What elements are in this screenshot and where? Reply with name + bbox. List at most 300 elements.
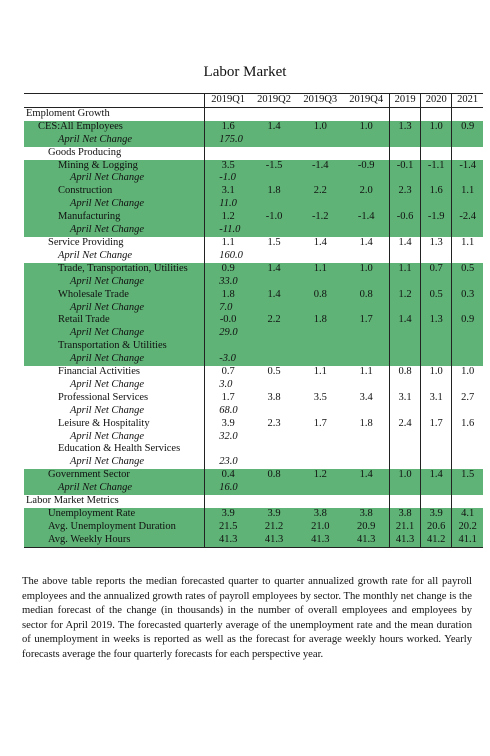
value-cell: 1.0 <box>390 469 421 482</box>
value-cell <box>452 147 483 160</box>
value-cell: 1.2 <box>390 289 421 302</box>
value-cell: 3.8 <box>297 508 343 521</box>
value-cell <box>343 431 389 444</box>
value-cell: 1.2 <box>297 469 343 482</box>
value-cell <box>421 495 452 508</box>
value-cell: -1.0 <box>205 172 251 185</box>
value-cell: 1.0 <box>297 121 343 134</box>
value-cell <box>390 405 421 418</box>
table-row <box>24 134 483 147</box>
row-label: Financial Activities <box>24 366 205 379</box>
value-cell: 23.0 <box>219 456 238 468</box>
table-row <box>24 289 483 302</box>
value-cell: 1.8 <box>205 289 251 302</box>
value-cell <box>390 379 421 392</box>
row-label: Education & Health Services <box>24 443 205 456</box>
value-cell <box>390 327 421 340</box>
value-cell: 0.8 <box>251 469 297 482</box>
value-cell <box>421 147 452 160</box>
table-row <box>24 302 483 315</box>
value-cell: 1.1 <box>313 366 327 378</box>
value-cell <box>205 495 251 508</box>
value-cell: 3.8 <box>343 508 389 521</box>
value-cell <box>251 250 297 263</box>
value-cell: 0.8 <box>343 289 389 302</box>
value-cell <box>205 340 251 353</box>
table-row <box>24 508 483 521</box>
value-cell <box>390 431 421 444</box>
value-cell: 1.5 <box>452 469 483 482</box>
row-label: April Net Change <box>24 250 205 263</box>
value-cell: 1.2 <box>205 211 251 224</box>
row-label: Government Sector <box>24 469 205 482</box>
table-row <box>24 211 483 224</box>
value-cell: -3.0 <box>205 353 251 366</box>
value-cell: 1.1 <box>452 237 483 250</box>
value-cell: 0.9 <box>452 121 483 134</box>
table-row <box>24 392 483 405</box>
table-row <box>24 353 483 366</box>
value-cell: 0.4 <box>205 469 251 482</box>
value-cell <box>343 327 389 340</box>
row-label: Avg. Weekly Hours <box>24 534 205 547</box>
value-cell <box>390 172 421 185</box>
value-cell <box>343 107 389 120</box>
value-cell <box>297 107 343 120</box>
value-cell: 7.0 <box>205 302 251 315</box>
value-cell: 3.5 <box>313 391 327 403</box>
row-label: April Net Change <box>24 482 205 495</box>
value-cell <box>205 107 251 120</box>
value-cell <box>421 482 452 495</box>
value-cell <box>205 147 251 160</box>
value-cell: 1.4 <box>421 469 452 482</box>
value-cell <box>390 147 421 160</box>
value-cell: -0.9 <box>343 160 389 173</box>
table-row <box>24 482 483 495</box>
value-cell <box>452 340 483 353</box>
value-cell: 2.4 <box>398 417 412 429</box>
value-cell: 16.0 <box>205 482 251 495</box>
value-cell: 1.0 <box>421 121 452 134</box>
value-cell <box>390 224 421 237</box>
value-cell: 3.1 <box>398 391 412 403</box>
row-label: Construction <box>24 185 205 198</box>
value-cell <box>297 495 343 508</box>
value-cell: 21.2 <box>251 521 297 534</box>
row-label: April Net Change <box>24 198 205 211</box>
value-cell <box>343 456 389 469</box>
value-cell <box>390 353 421 366</box>
value-cell <box>251 405 297 418</box>
value-cell: 41.3 <box>251 534 297 547</box>
row-label: April Net Change <box>24 431 205 444</box>
table-row <box>24 224 483 237</box>
value-cell <box>452 405 483 418</box>
value-cell: 0.5 <box>421 289 452 302</box>
value-cell <box>343 134 389 147</box>
value-cell <box>452 431 483 444</box>
value-cell: 0.3 <box>452 289 483 302</box>
value-cell: 0.8 <box>398 366 412 378</box>
value-cell <box>390 276 421 289</box>
value-cell <box>297 482 343 495</box>
value-cell: 41.1 <box>452 534 483 547</box>
value-cell: 1.8 <box>343 418 389 431</box>
value-cell <box>251 302 297 315</box>
value-cell <box>390 198 421 211</box>
value-cell: 1.4 <box>343 469 389 482</box>
value-cell: 2.2 <box>251 314 297 327</box>
value-cell <box>343 147 389 160</box>
row-label: April Net Change <box>24 327 205 340</box>
value-cell <box>297 198 343 211</box>
value-cell: -1.4 <box>343 211 389 224</box>
value-cell: 1.4 <box>343 237 389 250</box>
table-row <box>24 495 483 508</box>
row-label: April Net Change <box>24 224 205 237</box>
value-cell: 1.7 <box>421 418 452 431</box>
value-cell <box>452 379 483 392</box>
value-cell: 1.1 <box>343 366 389 379</box>
value-cell <box>297 353 343 366</box>
value-cell <box>421 172 452 185</box>
row-label: April Net Change <box>24 172 205 185</box>
row-label: April Net Change <box>24 302 205 315</box>
table-row <box>24 431 483 444</box>
column-header: 2019Q3 <box>297 94 343 108</box>
value-cell: 1.1 <box>221 236 235 248</box>
value-cell <box>421 224 452 237</box>
value-cell <box>421 276 452 289</box>
column-header: 2019Q2 <box>251 94 297 108</box>
value-cell <box>343 405 389 418</box>
value-cell <box>452 198 483 211</box>
value-cell <box>297 340 343 353</box>
value-cell: 33.0 <box>205 276 251 289</box>
value-cell: 1.4 <box>251 289 297 302</box>
value-cell: 21.0 <box>297 521 343 534</box>
value-cell <box>297 456 343 469</box>
value-cell: 32.0 <box>219 430 238 442</box>
row-label: Goods Producing <box>24 147 205 160</box>
table-row <box>24 456 483 469</box>
value-cell <box>390 456 421 469</box>
value-cell: 0.5 <box>267 366 281 378</box>
value-cell <box>390 107 421 120</box>
value-cell: 3.4 <box>343 392 389 405</box>
value-cell <box>421 405 452 418</box>
value-cell: 1.6 <box>452 418 483 431</box>
value-cell: 1.3 <box>421 314 452 327</box>
table-row <box>24 276 483 289</box>
table-row <box>24 147 483 160</box>
value-cell <box>390 302 421 315</box>
row-label: Avg. Unemployment Duration <box>24 521 205 534</box>
value-cell: -0.1 <box>390 160 421 173</box>
table-row <box>24 263 483 276</box>
value-cell <box>452 495 483 508</box>
value-cell: 0.8 <box>297 289 343 302</box>
value-cell <box>421 198 452 211</box>
column-header: 2019Q4 <box>343 94 389 108</box>
value-cell <box>297 302 343 315</box>
value-cell <box>452 327 483 340</box>
value-cell: -1.9 <box>421 211 452 224</box>
row-label: April Net Change <box>24 405 205 418</box>
value-cell: 21.1 <box>390 521 421 534</box>
value-cell: 0.7 <box>221 366 235 378</box>
value-cell: 3.9 <box>205 508 251 521</box>
value-cell: 41.3 <box>205 534 251 547</box>
value-cell: 3.9 <box>221 417 235 429</box>
row-label: Transportation & Utilities <box>24 340 205 353</box>
table-row <box>24 121 483 134</box>
value-cell: 20.6 <box>421 521 452 534</box>
value-cell <box>297 172 343 185</box>
value-cell <box>251 456 297 469</box>
value-cell: -0.0 <box>205 314 251 327</box>
value-cell: 1.4 <box>251 263 297 276</box>
value-cell <box>390 134 421 147</box>
value-cell: 2.0 <box>343 185 389 198</box>
value-cell: 1.7 <box>313 417 327 429</box>
value-cell <box>421 134 452 147</box>
value-cell <box>297 443 343 456</box>
value-cell: 1.1 <box>297 263 343 276</box>
value-cell: 3.8 <box>390 508 421 521</box>
table-row <box>24 366 483 379</box>
table-row <box>24 443 483 456</box>
value-cell: -1.4 <box>452 160 483 173</box>
value-cell: 0.9 <box>205 263 251 276</box>
value-cell: -1.5 <box>251 160 297 173</box>
column-header: 2019Q1 <box>205 94 251 108</box>
table-row <box>24 534 483 547</box>
table-row <box>24 107 483 120</box>
value-cell: 1.1 <box>390 263 421 276</box>
value-cell <box>343 340 389 353</box>
value-cell: 2.3 <box>267 417 281 429</box>
value-cell: 0.7 <box>421 263 452 276</box>
value-cell <box>452 353 483 366</box>
value-cell: 1.0 <box>452 366 483 379</box>
value-cell <box>251 198 297 211</box>
value-cell <box>452 482 483 495</box>
value-cell <box>343 250 389 263</box>
value-cell: 2.7 <box>452 392 483 405</box>
value-cell <box>297 327 343 340</box>
table-row <box>24 172 483 185</box>
value-cell: 3.0 <box>219 378 233 390</box>
row-label: Professional Services <box>24 392 205 405</box>
value-cell <box>251 276 297 289</box>
value-cell: 1.4 <box>398 236 412 248</box>
value-cell <box>452 302 483 315</box>
row-label: April Net Change <box>24 276 205 289</box>
table-body <box>24 107 483 547</box>
value-cell <box>297 147 343 160</box>
value-cell <box>421 340 452 353</box>
value-cell: 3.9 <box>421 508 452 521</box>
value-cell <box>390 482 421 495</box>
value-cell <box>390 443 421 456</box>
row-label: Manufacturing <box>24 211 205 224</box>
value-cell <box>452 224 483 237</box>
value-cell: 1.7 <box>343 314 389 327</box>
value-cell: -0.6 <box>390 211 421 224</box>
value-cell: 1.8 <box>297 314 343 327</box>
table-row <box>24 340 483 353</box>
value-cell: 3.1 <box>421 392 452 405</box>
value-cell: 4.1 <box>452 508 483 521</box>
value-cell <box>251 340 297 353</box>
row-label: Retail Trade <box>24 314 205 327</box>
table-row <box>24 314 483 327</box>
value-cell <box>297 379 343 392</box>
value-cell: 29.0 <box>205 327 251 340</box>
value-cell <box>251 172 297 185</box>
row-label: April Net Change <box>24 134 205 147</box>
value-cell <box>390 495 421 508</box>
value-cell: 1.3 <box>390 121 421 134</box>
value-cell <box>251 443 297 456</box>
value-cell: 1.5 <box>267 236 281 248</box>
value-cell: 1.4 <box>313 236 327 248</box>
value-cell: 68.0 <box>219 404 238 416</box>
value-cell <box>297 224 343 237</box>
header-label-cell <box>24 94 205 108</box>
value-cell: 20.9 <box>343 521 389 534</box>
value-cell: -11.0 <box>205 224 251 237</box>
column-header: 2019 <box>390 94 421 108</box>
value-cell: 160.0 <box>219 249 243 261</box>
value-cell: -1.2 <box>297 211 343 224</box>
row-label: Trade, Transportation, Utilities <box>24 263 205 276</box>
value-cell: 175.0 <box>205 134 251 147</box>
labor-market-table <box>24 93 483 548</box>
table-row <box>24 418 483 431</box>
value-cell: 1.0 <box>421 366 452 379</box>
value-cell: 2.3 <box>390 185 421 198</box>
row-label: Mining & Logging <box>24 160 205 173</box>
value-cell <box>205 443 251 456</box>
table-row <box>24 327 483 340</box>
value-cell <box>343 443 389 456</box>
value-cell <box>343 276 389 289</box>
value-cell: 1.0 <box>343 121 389 134</box>
value-cell <box>452 276 483 289</box>
value-cell: 0.9 <box>452 314 483 327</box>
row-label: April Net Change <box>24 379 205 392</box>
value-cell <box>343 224 389 237</box>
value-cell <box>251 353 297 366</box>
value-cell: 41.3 <box>297 534 343 547</box>
value-cell: 20.2 <box>452 521 483 534</box>
value-cell: -2.4 <box>452 211 483 224</box>
value-cell <box>251 134 297 147</box>
value-cell <box>343 302 389 315</box>
column-header: 2020 <box>421 94 452 108</box>
table-row <box>24 160 483 173</box>
value-cell: 3.5 <box>205 160 251 173</box>
value-cell: 41.2 <box>421 534 452 547</box>
value-cell <box>297 134 343 147</box>
value-cell: 3.1 <box>205 185 251 198</box>
value-cell <box>251 495 297 508</box>
row-label: CES:All Employees <box>24 121 205 134</box>
value-cell: 1.1 <box>452 185 483 198</box>
header-row <box>24 94 483 108</box>
row-label: Emploment Growth <box>24 107 205 120</box>
table-row <box>24 185 483 198</box>
column-header: 2021 <box>452 94 483 108</box>
value-cell <box>251 224 297 237</box>
table-row <box>24 237 483 250</box>
value-cell: 3.9 <box>251 508 297 521</box>
value-cell <box>390 250 421 263</box>
value-cell <box>452 250 483 263</box>
table-row <box>24 379 483 392</box>
table-row <box>24 405 483 418</box>
value-cell <box>297 431 343 444</box>
value-cell <box>452 134 483 147</box>
table-row <box>24 198 483 211</box>
value-cell <box>343 482 389 495</box>
value-cell <box>452 443 483 456</box>
value-cell: 1.8 <box>251 185 297 198</box>
value-cell <box>251 107 297 120</box>
value-cell <box>251 379 297 392</box>
value-cell: 1.0 <box>343 263 389 276</box>
value-cell <box>343 379 389 392</box>
value-cell: 11.0 <box>205 198 251 211</box>
row-label: April Net Change <box>24 456 205 469</box>
value-cell: 41.3 <box>390 534 421 547</box>
value-cell <box>421 353 452 366</box>
row-label: Wholesale Trade <box>24 289 205 302</box>
row-label: Service Providing <box>24 237 205 250</box>
value-cell <box>343 495 389 508</box>
table-row <box>24 469 483 482</box>
value-cell <box>421 250 452 263</box>
table-title: Labor Market <box>203 64 287 80</box>
value-cell <box>297 276 343 289</box>
value-cell: 1.4 <box>390 314 421 327</box>
value-cell <box>297 405 343 418</box>
table-note: The above table reports the median forecasted quarter to quarter annualized growth rate for all payroll employees and the annualized growth rates of payroll employees by sector. The monthly net change is the median forecast of the change (in thousands) in the number of overall employees and employees by sector for April 2019. The forecasted quarterly average of the unemployment rate and the mean duration of unemployment in weeks is reported as well as the forecast for average weekly hours worked. Yearly forecasts average the four quarterly forecasts for each perspective year. <box>22 576 472 660</box>
value-cell <box>297 250 343 263</box>
row-label: April Net Change <box>24 353 205 366</box>
value-cell <box>390 340 421 353</box>
value-cell: 2.2 <box>297 185 343 198</box>
value-cell <box>421 456 452 469</box>
value-cell <box>421 302 452 315</box>
value-cell: 1.3 <box>421 237 452 250</box>
value-cell <box>343 198 389 211</box>
value-cell: 1.6 <box>421 185 452 198</box>
value-cell: 21.5 <box>205 521 251 534</box>
row-label: Leisure & Hospitality <box>24 418 205 431</box>
value-cell <box>421 379 452 392</box>
value-cell: 1.4 <box>251 121 297 134</box>
table-row <box>24 521 483 534</box>
value-cell <box>452 172 483 185</box>
value-cell <box>452 107 483 120</box>
value-cell: -1.0 <box>251 211 297 224</box>
value-cell <box>421 107 452 120</box>
value-cell: 0.5 <box>452 263 483 276</box>
